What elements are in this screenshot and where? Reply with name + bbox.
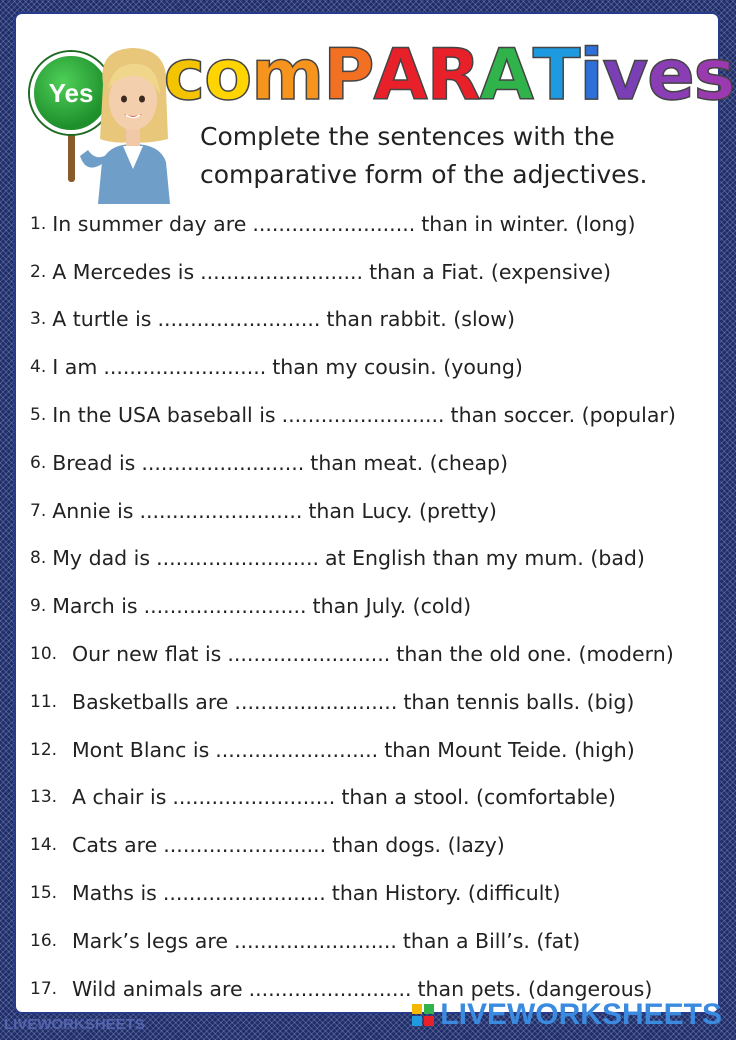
exercise-item (30, 200, 720, 248)
item-number: 6. (30, 452, 47, 473)
title-letter: v (602, 34, 648, 116)
item-sentence-start: Mark’s legs are (72, 928, 228, 953)
item-sentence-end: than pets. (dangerous) (417, 976, 653, 1001)
item-sentence-end: than in winter. (long) (421, 211, 636, 236)
item-number: 16. (30, 930, 58, 951)
item-sentence-end: than Lucy. (pretty) (308, 498, 497, 523)
answer-blank[interactable]: ......................... (103, 355, 267, 380)
item-sentence-start: Cats are (72, 833, 158, 858)
item-sentence-start: Basketballs are (72, 689, 229, 714)
item-sentence-start: Our new flat is (72, 642, 222, 667)
footer-watermark-right (412, 998, 722, 1032)
title-letter: P (323, 34, 374, 116)
item-sentence-end: than History. (difficult) (331, 881, 561, 906)
item-sentence-start: Wild animals are (72, 976, 243, 1001)
item-sentence-start: In summer day are (52, 211, 247, 236)
answer-blank[interactable]: ......................... (252, 211, 416, 236)
exercise-item (30, 439, 720, 487)
answer-blank[interactable]: ......................... (281, 403, 445, 428)
answer-blank[interactable]: ......................... (234, 689, 398, 714)
item-sentence-start: A Mercedes is (52, 259, 195, 284)
answer-blank[interactable]: ......................... (227, 642, 391, 667)
item-sentence-end: than tennis balls. (big) (403, 689, 635, 714)
item-sentence-end: than July. (cold) (312, 594, 472, 619)
answer-blank[interactable]: ......................... (157, 307, 321, 332)
answer-blank[interactable]: ......................... (156, 546, 319, 571)
title-letter: i (579, 34, 603, 116)
exercise-item (30, 917, 720, 965)
item-number: 3. (30, 309, 47, 330)
item-number: 1. (30, 213, 47, 234)
item-number: 14. (30, 835, 58, 856)
answer-blank[interactable]: ......................... (139, 498, 303, 523)
item-sentence-start: Mont Blanc is (72, 737, 210, 762)
answer-blank[interactable]: ......................... (143, 594, 307, 619)
item-number: 9. (30, 596, 47, 617)
exercise-item (30, 343, 720, 391)
answer-blank[interactable]: ......................... (141, 450, 305, 475)
worksheet-sheet (16, 14, 735, 1012)
title-letter: s (693, 34, 735, 116)
item-number: 12. (30, 739, 58, 760)
item-number: 15. (30, 883, 58, 904)
item-sentence-end: at English than my mum. (bad) (324, 546, 645, 571)
item-number: 8. (30, 548, 47, 569)
item-sentence-end: than the old one. (modern) (396, 642, 674, 667)
title-letter: m (251, 34, 324, 116)
item-number: 17. (30, 978, 58, 999)
item-sentence-start: Bread is (52, 450, 136, 475)
item-sentence-start: Annie is (52, 498, 134, 523)
item-number: 4. (30, 357, 47, 378)
yes-sign-disc: Yes (30, 52, 112, 134)
item-sentence-start: A turtle is (52, 307, 152, 332)
item-sentence-start: In the USA baseball is (52, 403, 276, 428)
item-sentence-start: I am (52, 355, 98, 380)
footer-watermark-text: LIVEWORKSHEETS (440, 998, 722, 1031)
item-sentence-end: than a stool. (comfortable) (341, 785, 616, 810)
exercise-item (30, 774, 720, 822)
exercise-item (30, 391, 720, 439)
exercise-item (30, 582, 720, 630)
title-letter: c (163, 34, 205, 116)
footer-watermark-left: LIVEWORKSHEETS (4, 1016, 145, 1033)
liveworksheets-logo-icon (412, 1004, 434, 1026)
item-number: 7. (30, 500, 47, 521)
title-letter: R (426, 34, 480, 116)
exercise-item (30, 535, 720, 583)
worksheet-title (163, 30, 735, 120)
item-sentence-end: than a Fiat. (expensive) (369, 259, 611, 284)
title-letter: A (373, 34, 427, 116)
title-letter: A (479, 34, 533, 116)
item-sentence-start: March is (52, 594, 138, 619)
answer-blank[interactable]: ......................... (215, 737, 379, 762)
exercise-item (30, 726, 720, 774)
exercise-item (30, 487, 720, 535)
item-sentence-end: than meat. (cheap) (310, 450, 509, 475)
item-sentence-end: than soccer. (popular) (450, 403, 676, 428)
item-sentence-end: than dogs. (lazy) (332, 833, 505, 858)
answer-blank[interactable]: ......................... (163, 833, 327, 858)
answer-blank[interactable]: ......................... (172, 785, 336, 810)
item-number: 11. (30, 691, 58, 712)
item-number: 5. (30, 405, 47, 426)
title-letter: o (204, 34, 252, 116)
item-sentence-start: Maths is (72, 881, 157, 906)
exercise-item (30, 248, 720, 296)
answer-blank[interactable]: ......................... (162, 881, 326, 906)
item-number: 2. (30, 261, 47, 282)
item-sentence-start: A chair is (72, 785, 167, 810)
exercise-item (30, 296, 720, 344)
item-number: 10. (30, 644, 58, 665)
title-letter: e (647, 34, 694, 116)
answer-blank[interactable]: ......................... (233, 928, 397, 953)
exercise-item (30, 678, 720, 726)
item-number: 13. (30, 787, 58, 808)
exercise-item (30, 630, 720, 678)
exercise-item (30, 821, 720, 869)
title-letter: T (532, 34, 580, 116)
instructions-text: Complete the sentences with the comparative form of the adjectives. (200, 122, 648, 189)
exercise-list (30, 200, 720, 1013)
item-sentence-end: than my cousin. (young) (272, 355, 523, 380)
item-sentence-end: than Mount Teide. (high) (384, 737, 635, 762)
answer-blank[interactable]: ......................... (248, 976, 412, 1001)
item-sentence-start: My dad is (52, 546, 151, 571)
item-sentence-end: than a Bill’s. (fat) (402, 928, 581, 953)
answer-blank[interactable]: ......................... (200, 259, 364, 284)
exercise-item (30, 869, 720, 917)
item-sentence-end: than rabbit. (slow) (326, 307, 515, 332)
